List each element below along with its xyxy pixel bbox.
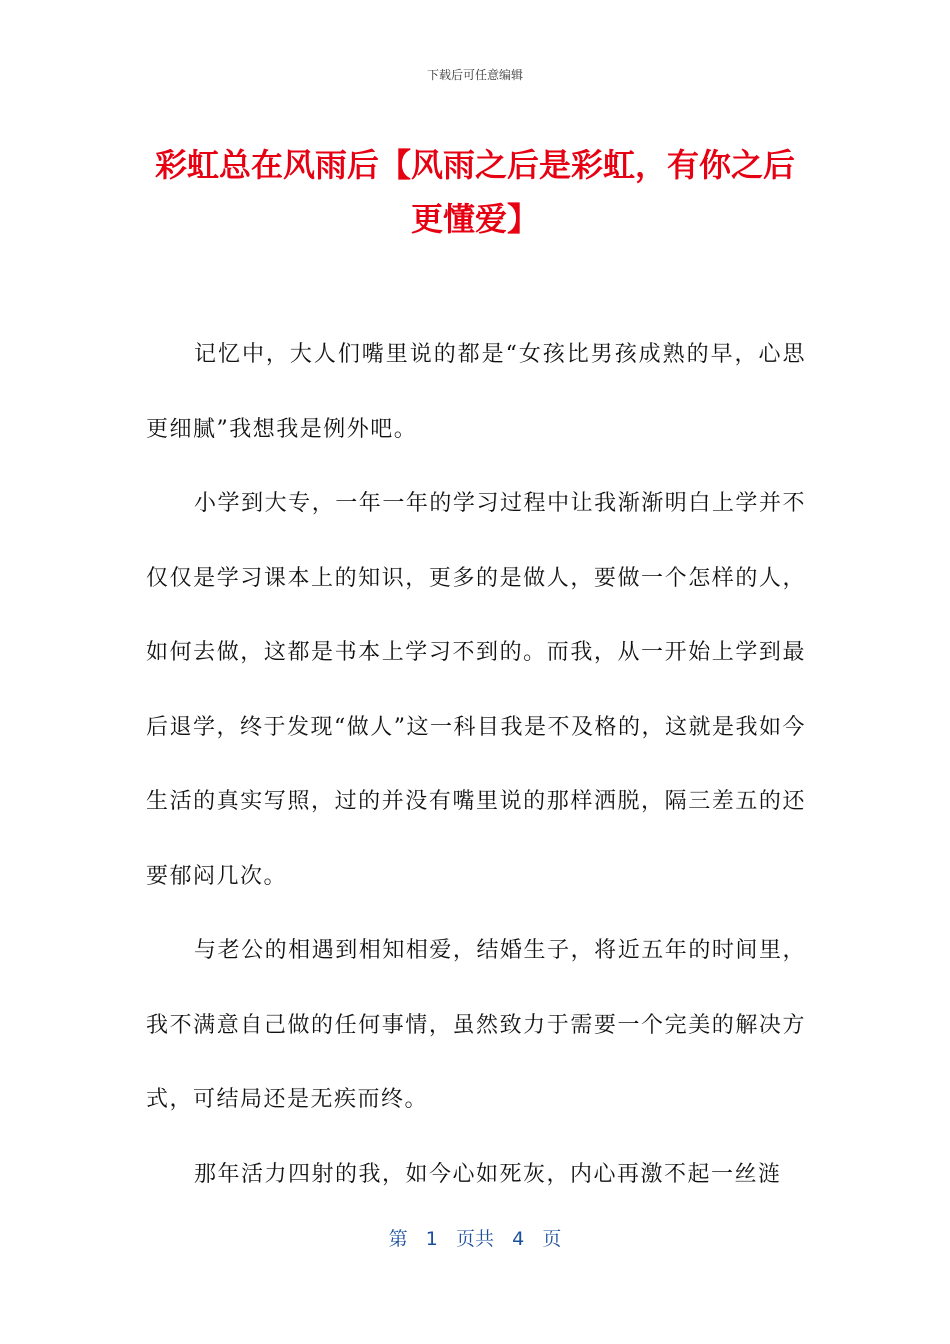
paragraph-4: 那年活力四射的我，如今心如死灰，内心再激不起一丝涟 [194, 1161, 782, 1187]
paragraph-1: 记忆中，大人们嘴里说的都是“女孩比男孩成熟的早，心思更细腻”我想我是例外吧。 [146, 342, 806, 442]
document-title: 彩虹总在风雨后【风雨之后是彩虹，有你之后更懂爱】 [154, 146, 795, 238]
document-body [146, 318, 806, 1212]
footer-suffix: 页 [542, 1228, 562, 1250]
header-note: 下载后可任意编辑 [426, 68, 523, 82]
footer-total-pages: 4 [512, 1228, 525, 1250]
paragraph-3: 与老公的相遇到相知相爱，结婚生子，将近五年的时间里，我不满意自己做的任何事情，虽然致力于需要一个完美的解决方式，可结局还是无疾而终。 [146, 938, 806, 1112]
footer-current-page: 1 [425, 1228, 438, 1250]
paragraph-2: 小学到大专，一年一年的学习过程中让我渐渐明白上学并不仅仅是学习课本上的知识，更多的是做人，要做一个怎样的人，如何去做，这都是书本上学习不到的。而我，从一开始上学到最后退学，终于发现“做人”这一科目我是不及格的，这就是我如今生活的真实写照，过的并没有嘴里说的那样洒脱，隔三差五的还要郁闷几次。 [146, 491, 806, 889]
footer-middle: 页共 [455, 1228, 494, 1250]
page-footer [0, 1224, 950, 1251]
footer-prefix: 第 [388, 1228, 408, 1250]
